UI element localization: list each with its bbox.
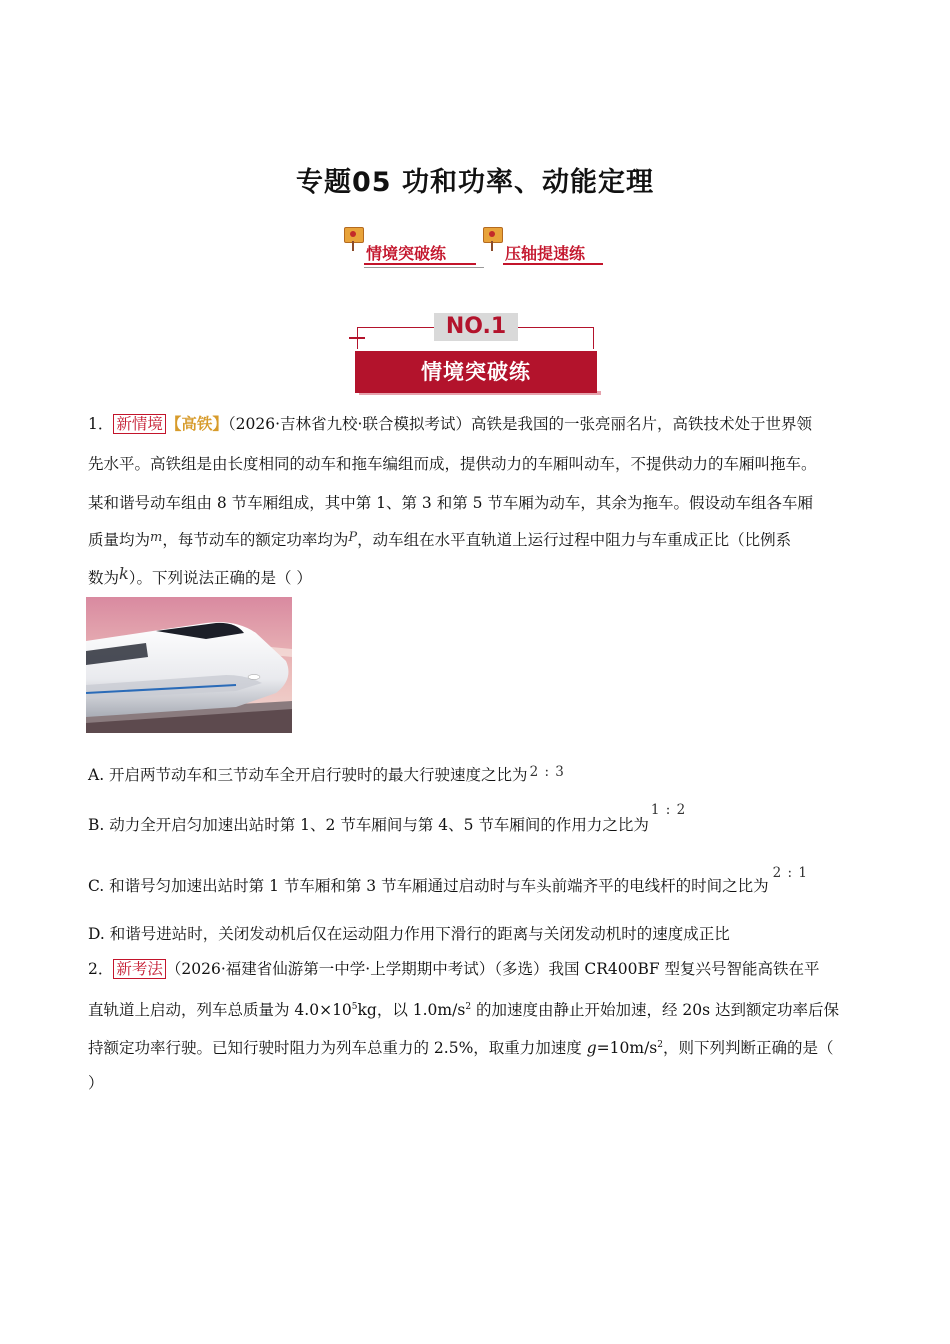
ratio-a: 2 : 3 [529, 764, 565, 780]
q1-option-c[interactable]: C. 和谐号匀加速出站时第 1 节车厢和第 3 节车厢通过启动时与车头前端齐平的电线杆的时间之比为2 : 1 [88, 865, 808, 895]
q1-option-a[interactable]: A. 开启两节动车和三节动车全开启行驶时的最大行驶速度之比为 2 : 3 [88, 764, 565, 784]
q2-line-1: 2． 新考法 （2026·福建省仙游第一中学·上学期期中考试）（多选）我国 CR400BF 型复兴号智能高铁在平 [88, 960, 820, 978]
tag-label: 情境突破练 [366, 244, 447, 263]
topic-tag: 【高铁】 [165, 414, 228, 433]
question-number: 1． [88, 415, 114, 433]
section-tags [0, 227, 950, 271]
var-m: m [150, 530, 163, 545]
var-P: P [348, 530, 358, 545]
q1-line-4: 质量均为$^m$，每节动车的额定功率均为$^P$，动车组在水平直轨道上运行过程中阻力与车重成正比（比例系 [88, 530, 792, 549]
badge-new-scenario: 新情境 [113, 414, 166, 434]
q2-line-3: 持额定功率行驶。已知行驶时阻力为列车总重力的 2.5%，取重力加速度 $g=10m/s^2$，则下列判断正确的是（ [88, 1039, 834, 1058]
var-k: k [119, 564, 129, 583]
question-number: 2． [88, 960, 114, 978]
flag-icon [483, 227, 501, 249]
ratio-c: 2 : 1 [772, 865, 808, 881]
train-image [86, 597, 292, 733]
page-title: 专题05 功和功率、动能定理 [296, 167, 654, 198]
ratio-b: 1 : 2 [650, 802, 687, 818]
section-number: NO.1 [434, 313, 518, 341]
tag-challenge[interactable] [483, 227, 625, 267]
q1-line-3: 某和谐号动车组由 8 节车厢组成，其中第 1、第 3 和第 5 节车厢为动车，其余为拖车。假设动车组各车厢 [88, 494, 813, 512]
q1-option-d[interactable]: D. 和谐号进站时，关闭发动机后仅在运动阻力作用下滑行的距离与关闭发动机时的速度成正比 [88, 925, 730, 943]
badge-new-method: 新考法 [113, 959, 166, 979]
tag-label: 压轴提速练 [505, 244, 586, 263]
q1-line-5: 数为k）。下列说法正确的是（ ） [88, 564, 312, 587]
section-label: 情境突破练 [355, 351, 597, 393]
q1-line-2: 先水平。高铁组是由长度相同的动车和拖车编组而成，提供动力的车厢叫动车，不提供动力的车厢叫拖车。 [88, 455, 817, 473]
high-speed-train-illustration [86, 597, 292, 733]
flag-icon [344, 227, 362, 249]
q1-option-b[interactable]: B. 动力全开启匀加速出站时第 1、2 节车厢间与第 4、5 节车厢间的作用力之比为1 : 2 [88, 802, 687, 834]
q1-line-1: 1． 新情境 【高铁】（2026·吉林省九校·联合模拟考试）高铁是我国的一张亮丽名片，高铁技术处于世界领 [88, 414, 812, 433]
q2-line-2: 直轨道上启动，列车总质量为 $4.0\times 10^5kg$，以 $1.0m/s^2$ 的加速度由静止开始加速，经 20s 达到额定功率后保 [88, 1001, 840, 1020]
tag-scenario[interactable] [344, 227, 486, 267]
q2-line-4: ） [88, 1074, 104, 1092]
section-banner [349, 313, 605, 397]
